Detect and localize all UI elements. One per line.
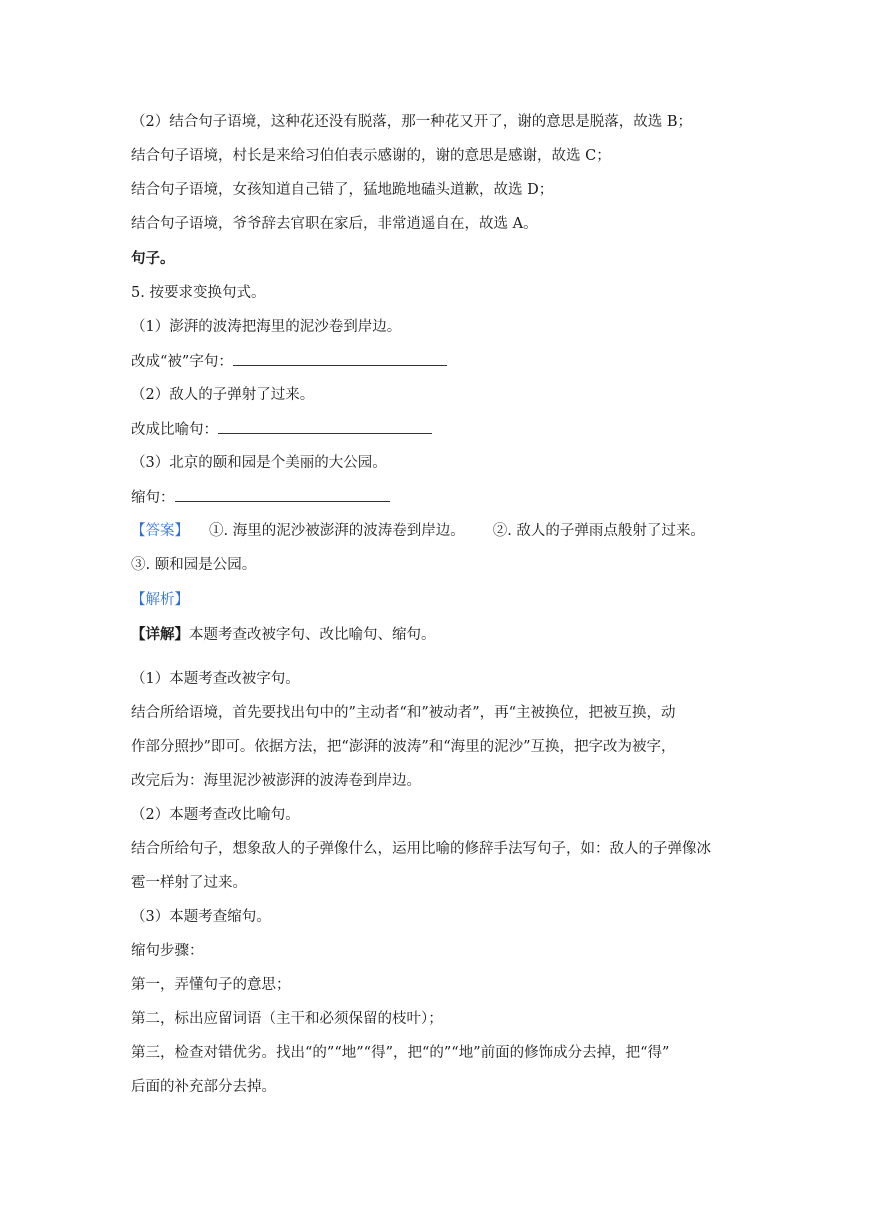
- text-line: 结合句子语境，爷爷辞去官职在家后，非常逍遥自在，故选 A。: [131, 216, 538, 232]
- answer-item: ②. 敌人的子弹雨点般射了过来。: [492, 523, 705, 539]
- question-item: （2）敌人的子弹射了过来。: [131, 387, 315, 403]
- question-item: （1）澎湃的波涛把海里的泥沙卷到岸边。: [131, 319, 402, 335]
- text-line: 第三，检查对错优劣。找出“的”“地”“得”，把“的”“地”前面的修饰成分去掉，把“得”: [131, 1045, 670, 1061]
- text-line: 作部分照抄”即可。依据方法，把“澎湃的波涛”和“海里的泥沙”互换，把字改为被字，: [131, 739, 676, 755]
- answer-blank[interactable]: [175, 487, 390, 502]
- answer-blank[interactable]: [218, 419, 432, 434]
- answer-prompt: 改成比喻句：: [131, 422, 218, 438]
- answer-tag: 【答案】: [131, 523, 189, 539]
- detail-row: [131, 625, 741, 645]
- answer-prompt-row: [131, 351, 741, 372]
- text-line: （3）本题考查缩句。: [131, 909, 271, 925]
- text-line: （2）结合句子语境，这种花还没有脱落，那一种花又开了，谢的意思是脱落，故选 B；: [131, 114, 692, 130]
- question-item: （3）北京的颐和园是个美丽的大公园。: [131, 455, 387, 471]
- text-line: 后面的补充部分去掉。: [131, 1079, 276, 1095]
- text-line: 结合所给句子，想象敌人的子弹像什么，运用比喻的修辞手法写句子，如：敌人的子弹像冰: [131, 841, 711, 857]
- answer-row: [131, 521, 741, 541]
- text-line: 改完后为：海里泥沙被澎湃的波涛卷到岸边。: [131, 773, 421, 789]
- text-line: 第一，弄懂句子的意思；: [131, 977, 291, 993]
- answer-item: ①. 海里的泥沙被澎湃的波涛卷到岸边。: [209, 523, 465, 539]
- answer-prompt: 缩句：: [131, 490, 175, 506]
- detail-text: 本题考查改被字句、改比喻句、缩句。: [189, 627, 436, 643]
- text-line: 结合句子语境，女孩知道自己错了，猛地跪地磕头道歉，故选 D；: [131, 182, 554, 198]
- answer-blank[interactable]: [233, 351, 447, 366]
- answer-prompt-row: [131, 419, 741, 440]
- text-line: （2）本题考查改比喻句。: [131, 807, 300, 823]
- text-line: 结合句子语境，村长是来给习伯伯表示感谢的，谢的意思是感谢，故选 C；: [131, 148, 611, 164]
- question-title: 5. 按要求变换句式。: [131, 285, 266, 301]
- text-line: 第二，标出应留词语（主干和必须保留的枝叶）；: [131, 1011, 443, 1027]
- text-line: 结合所给语境，首先要找出句中的”主动者“和”被动者”，再“主被换位，把被互换，动: [131, 705, 676, 721]
- text-line: 雹一样射了过来。: [131, 875, 247, 891]
- text-line: （1）本题考查改被字句。: [131, 671, 300, 687]
- answer-prompt-row: [131, 487, 741, 508]
- detail-tag: 【详解】: [131, 626, 189, 643]
- section-heading: 句子。: [131, 250, 175, 267]
- answer-prompt: 改成“被”字句：: [131, 354, 233, 370]
- analysis-tag: 【解析】: [131, 592, 189, 608]
- text-line: 缩句步骤：: [131, 943, 204, 959]
- answer-item: ③. 颐和园是公园。: [131, 557, 257, 573]
